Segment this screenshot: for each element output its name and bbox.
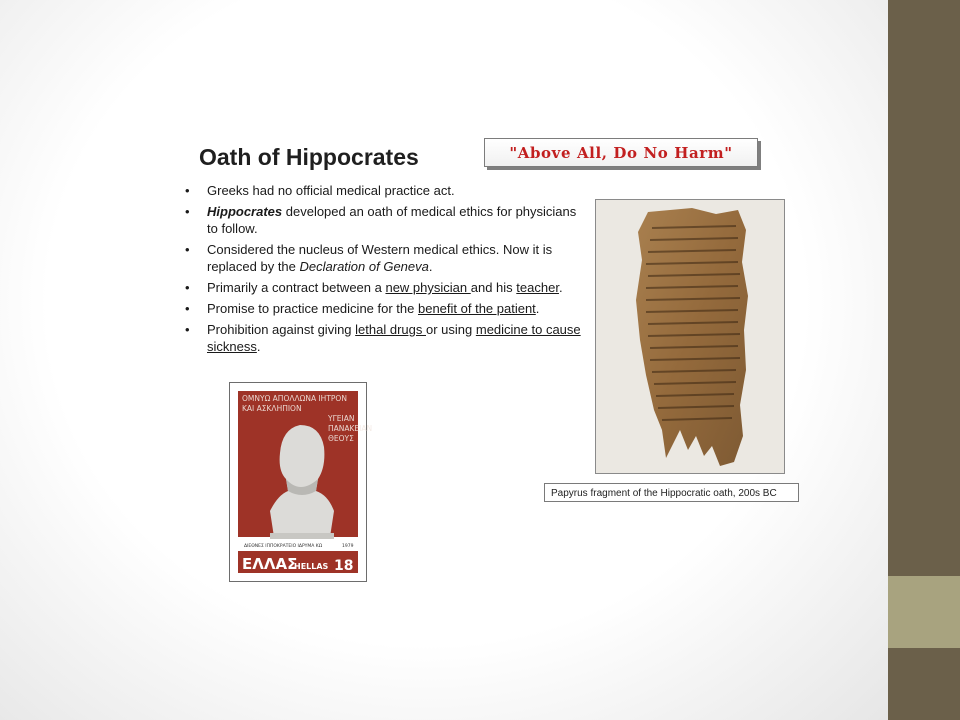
stamp-year: 1979 bbox=[342, 544, 354, 549]
stamp-issuer: ΔΙΕΘΝΕΣ ΙΠΠΟΚΡΑΤΕΙΟ ΙΔΡΥΜΑ ΚΩ bbox=[244, 544, 323, 549]
papyrus-fragment-graphic bbox=[596, 200, 784, 473]
slide-title: Oath of Hippocrates bbox=[199, 144, 419, 170]
stamp-country-latin: HELLAS bbox=[294, 562, 329, 571]
bullet-item bbox=[185, 182, 585, 199]
bullet-text-segment: Declaration of Geneva bbox=[299, 259, 429, 274]
hippocrates-stamp bbox=[229, 382, 373, 582]
bullet-item bbox=[185, 203, 585, 237]
motto-text: "Above All, Do No Harm" bbox=[509, 143, 733, 162]
bullet-text-segment: Considered the nucleus of Western medical ethics. Now it is replaced by the bbox=[207, 242, 553, 274]
stamp-country-greek: ΕΛΛΑΣ bbox=[242, 555, 298, 573]
bullet-text-segment: Hippocrates bbox=[207, 204, 283, 219]
bullet-text-segment: and his bbox=[470, 280, 517, 295]
bullet-text-segment: Promise to practice medicine for the bbox=[207, 301, 418, 316]
bullet-dot-icon: • bbox=[185, 183, 190, 198]
bullet-text-segment: . bbox=[428, 259, 433, 274]
bullet-text-segment: Prohibition against giving bbox=[207, 322, 356, 337]
stamp-graphic bbox=[230, 383, 373, 581]
stamp-greek-line-2: ΥΓΕΙΑΝ bbox=[328, 414, 355, 423]
bullet-dot-icon: • bbox=[185, 280, 190, 295]
papyrus-image bbox=[595, 199, 785, 474]
stamp-greek-line-1: ΚΑΙ ΑΣΚΛΗΠΙΟΝ bbox=[242, 404, 302, 413]
bullet-text-segment: Greeks had no official medical practice act. bbox=[207, 183, 455, 198]
bullet-item bbox=[185, 321, 585, 355]
bullet-dot-icon: • bbox=[185, 322, 190, 337]
bullet-text-segment: medicine to cause sickness bbox=[207, 322, 581, 354]
bullet-dot-icon: • bbox=[185, 204, 190, 219]
bullet-item bbox=[185, 279, 585, 296]
papyrus-caption: Papyrus fragment of the Hippocratic oath, 200s BC bbox=[544, 483, 799, 502]
motto-box bbox=[484, 138, 758, 167]
bullet-text-segment: benefit of the patient bbox=[417, 301, 536, 316]
bullet-text-segment: Primarily a contract between a bbox=[207, 280, 386, 295]
bullet-text-segment: teacher bbox=[516, 280, 559, 295]
stamp-greek-line-4: ΘΕΟΥΣ bbox=[328, 434, 354, 443]
bullet-item bbox=[185, 300, 585, 317]
bullet-text-segment: new physician bbox=[385, 280, 471, 295]
bullet-text-segment: . bbox=[256, 339, 261, 354]
stamp-greek-top: ΟΜΝΥΩ ΑΠΟΛΛΩΝΑ ΙΗΤΡΟΝ bbox=[242, 394, 347, 403]
sidebar-accent-block bbox=[888, 576, 960, 648]
bullet-text-segment: developed an oath of medical ethics for physicians to follow. bbox=[207, 204, 577, 236]
bullet-dot-icon: • bbox=[185, 301, 190, 316]
bullet-text-segment: . bbox=[535, 301, 540, 316]
bullet-item bbox=[185, 241, 585, 275]
bullet-text-segment: . bbox=[558, 280, 563, 295]
stamp-value: 18 bbox=[334, 558, 354, 574]
bullet-dot-icon: • bbox=[185, 242, 190, 257]
bullet-text-segment: lethal drugs bbox=[355, 322, 426, 337]
bullet-text-segment: or using bbox=[425, 322, 476, 337]
stamp-greek-line-3: ΠΑΝΑΚΕΙΑΝ bbox=[328, 424, 373, 433]
bullet-list bbox=[185, 182, 585, 359]
